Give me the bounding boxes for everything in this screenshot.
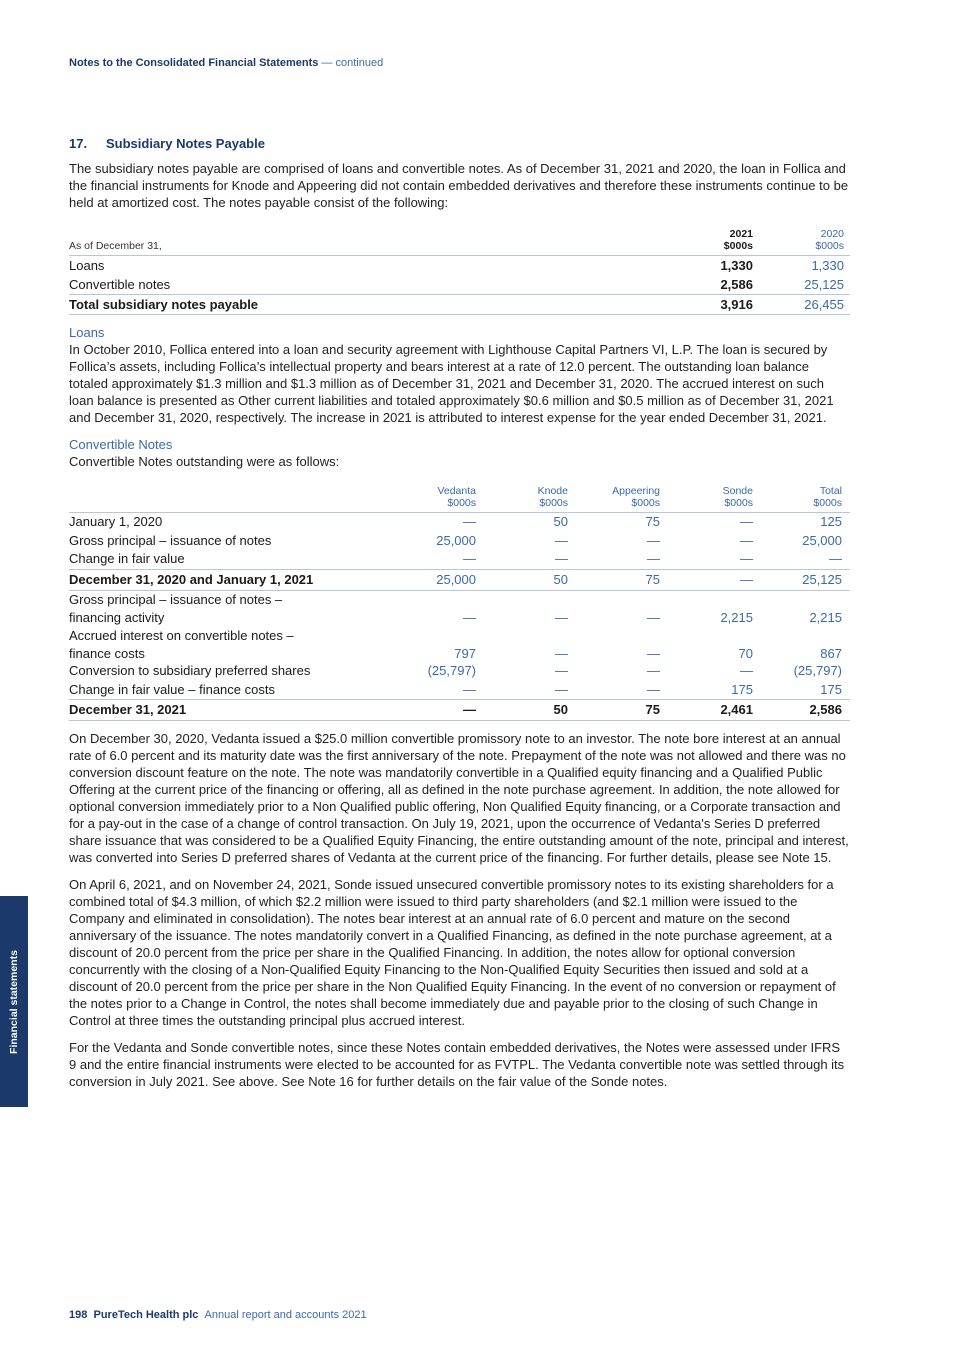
col-sonde-header: Sonde $000s	[660, 485, 753, 513]
notes-table-header	[69, 228, 850, 256]
side-tab-label: Financial statements	[8, 949, 20, 1054]
table-row: January 1, 2020 — 50 75 — 125	[69, 514, 842, 529]
col-total-header: Total $000s	[753, 485, 850, 513]
loans-heading: Loans	[69, 325, 105, 340]
col-knode-header: Knode $000s	[476, 485, 568, 513]
section-side-tab	[0, 896, 28, 1107]
table-row: Gross principal – issuance of notes 25,000 — — — 25,000	[69, 532, 842, 548]
table-row: Loans 1,330 1,330	[69, 258, 844, 273]
page-footer	[69, 1309, 367, 1321]
notes-payable-table	[69, 228, 850, 315]
table-row: Change in fair value – finance costs — — — 175 175	[69, 681, 842, 697]
footer-doc: Annual report and accounts 2021	[204, 1309, 367, 1321]
notes-table-label-header: As of December 31,	[69, 228, 663, 256]
vedanta-paragraph: On December 30, 2020, Vedanta issued a $25.0 million convertible promissory note to an investor. The note bore interest at an annual rate of 6.0 percent and its maturity date was the first anniversary of the note. Prepayment of the note was not allowed and there was no conversion discount feature on the note. The note was mandatorily convertible in a Qualified equity financing and a Qualified Public Offering at the current price of the financing or offering, all as defined in the note purchase agreement. In addition, the note allowed for optional conversion immediately prior to a Non Qualified public offering, Non Qualified Equity financing, or a Corporate transaction and for a pay-out in the case of a change of control transaction. On July 19, 2021, upon the occurrence of Vedanta's Series D preferred share issuance that was considered to be a Qualified Equity Financing, the entire outstanding amount of the note, principal and interest, was converted into Series D preferred shares of Vedanta at the current price of the financing. For further details, please see Note 15.	[69, 731, 849, 865]
page-number: 198	[69, 1309, 88, 1321]
fvtpl-paragraph: For the Vedanta and Sonde convertible notes, since these Notes contain embedded derivatives, the Notes were assessed under IFRS 9 and the entire financial instruments were elected to be accounted for as FVTPL. The Vedanta convertible note was settled through its conversion in July 2021. See above. See Note 16 for further details on the fair value of the Sonde notes.	[69, 1040, 845, 1089]
section-title-text: Subsidiary Notes Payable	[106, 136, 265, 151]
footer-company: PureTech Health plc	[93, 1309, 199, 1321]
conv-table-header	[69, 485, 850, 513]
col-appeering-header: Appeering $000s	[568, 485, 660, 513]
col-2021-header: 2021 $000s	[663, 228, 753, 256]
col-vedanta-header: Vedanta $000s	[396, 485, 476, 513]
section-intro: The subsidiary notes payable are comprised of loans and convertible notes. As of December 31, 2021 and 2020, the loan in Follica and the financial instruments for Knode and Appeering did not contain embedded derivatives and therefore these instruments continue to be held at amortized cost. The notes payable consist of the following:	[69, 161, 849, 210]
section-title	[69, 136, 850, 151]
sonde-paragraph: On April 6, 2021, and on November 24, 2021, Sonde issued unsecured convertible promissory notes to its existing shareholders for a combined total of $4.3 million, of which $2.2 million were issued to third party shareholders (and $2.1 million were issued to the Company and eliminated in consolidation). The notes bear interest at an annual rate of 6.0 percent and mature on the second anniversary of the issuance. The notes mandatorily convert in a Qualified Financing, as defined in the note purchase agreement, at a discount of 20.0 percent from the price per share in the Qualified Financing. In addition, the notes allow for optional conversion concurrently with the closing of a Non-Qualified Equity Financing to the Non-Qualified Equity Securities then issued and sold at a discount of 20.0 percent from the price per share in the Non Qualified Equity Financing. In the event of no conversion or repayment of the notes prior to a Change in Control, the notes shall become immediately due and payable prior to the closing of such Change in Control at three times the outstanding principal plus accrued interest.	[69, 877, 836, 1028]
table-total-row: Total subsidiary notes payable 3,916 26,455	[69, 295, 850, 315]
table-row: Conversion to subsidiary preferred shares (25,797) — — — (25,797)	[69, 663, 842, 678]
table-total-row: December 31, 2021 — 50 75 2,461 2,586	[69, 700, 850, 721]
table-row: Change in fair value — — — — —	[69, 551, 842, 566]
main-content	[69, 136, 850, 1090]
convertible-notes-table	[69, 485, 850, 721]
convertible-heading: Convertible Notes	[69, 437, 173, 452]
loans-paragraph: In October 2010, Follica entered into a loan and security agreement with Lighthouse Capital Partners VI, L.P. The loan is secured by Follica’s assets, including Follica’s intellectual property and bears interest at a rate of 12.0 percent. The outstanding loan balance totaled approximately $1.3 million and $1.3 million as of December 31, 2021 and December 31, 2020. The accrued interest on such loan balance is presented as Other current liabilities and totaled approximately $0.6 million and $0.5 million as of December 31, 2021 and December 31, 2020, respectively. The increase in 2021 is attributed to interest expense for the year ended December 31, 2021.	[69, 342, 834, 425]
running-header	[69, 57, 383, 69]
col-2020-header: 2020 $000s	[753, 228, 850, 256]
header-continued: — continued	[321, 57, 384, 69]
header-title: Notes to the Consolidated Financial Statements	[69, 57, 319, 69]
table-subtotal-row: December 31, 2020 and January 1, 2021 25,000 50 75 — 25,125	[69, 569, 850, 590]
convertible-intro: Convertible Notes outstanding were as follows:	[69, 454, 340, 469]
table-row: Gross principal – issuance of notes – financing activity — — — 2,215 2,215	[69, 592, 842, 625]
table-row: Accrued interest on convertible notes – finance costs 797 — — 70 867	[69, 628, 842, 661]
section-number: 17.	[69, 136, 88, 151]
table-row: Convertible notes 2,586 25,125	[69, 277, 844, 292]
